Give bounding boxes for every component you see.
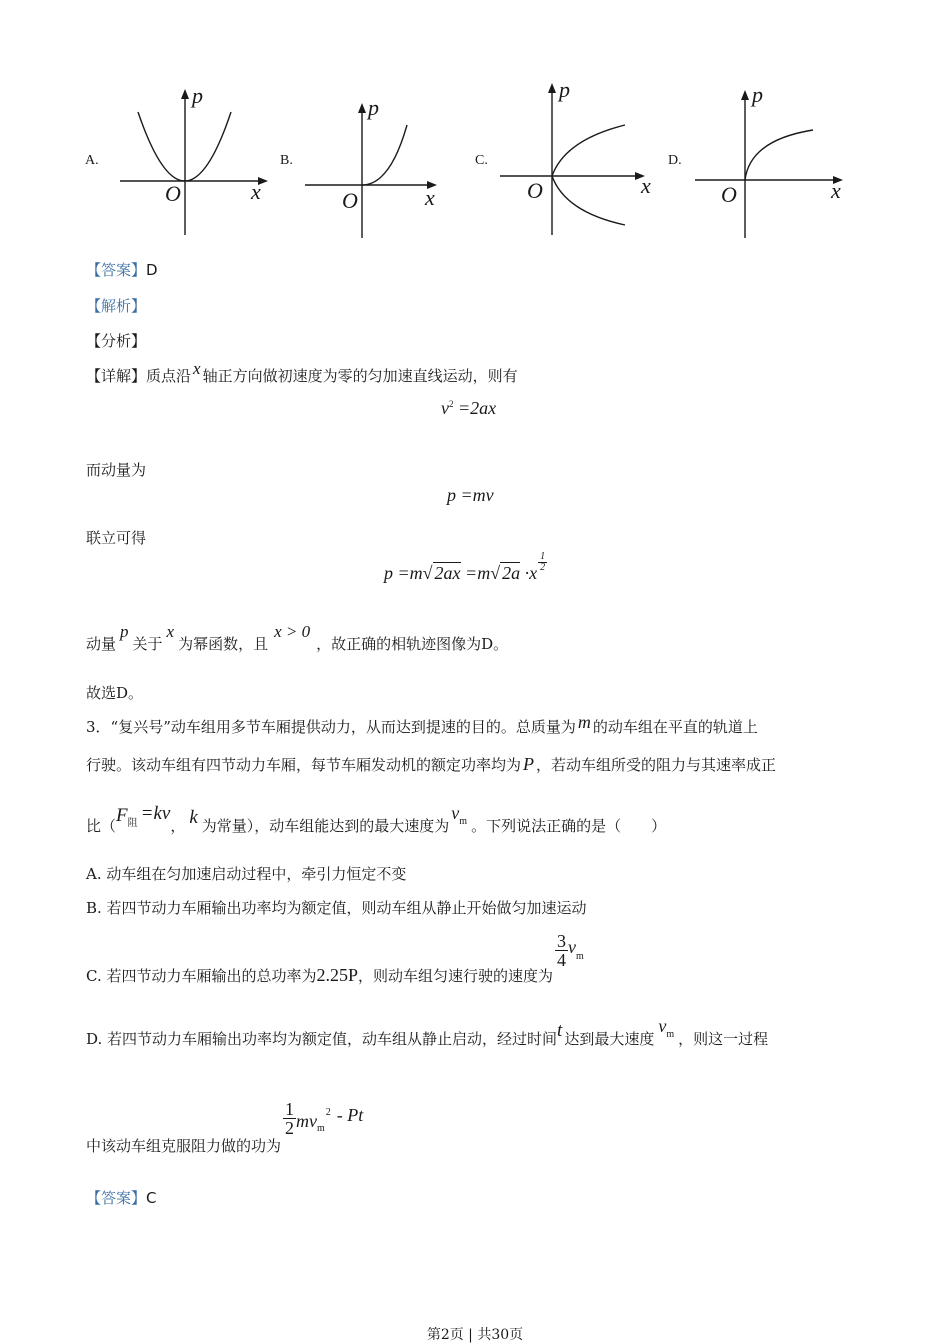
subscript-m: m	[317, 1122, 325, 1134]
var-v: v	[658, 1016, 667, 1036]
var-k: k	[189, 807, 198, 828]
q3-answer-line	[86, 1187, 157, 1208]
answer-line	[86, 259, 158, 280]
graph-label: D.	[668, 153, 682, 168]
option-d-text: 达到最大速度	[564, 1030, 655, 1048]
option-a: A. 动车组在匀加速启动过程中，牵引力恒定不变	[86, 865, 407, 883]
eq-kv: =kv	[140, 803, 171, 824]
option-d	[86, 1016, 769, 1050]
var-x: x	[193, 359, 201, 378]
answer-tag: 【答案】	[86, 261, 147, 279]
option-d-text: ，则这一过程	[678, 1030, 769, 1048]
var-v: v	[568, 936, 577, 957]
denominator: 4	[557, 950, 567, 970]
var-m: m	[577, 712, 591, 732]
option-c-text: ，则动车组匀速行驶的速度为	[358, 966, 554, 985]
option-d-text: 中该动车组克服阻力做的功为	[86, 1136, 282, 1155]
detail-text: 轴正方向做初速度为零的匀加速直线运动，则有	[202, 367, 518, 385]
condition: x > 0	[274, 622, 311, 641]
numerator: 1	[285, 1099, 295, 1119]
var-t: t	[557, 1020, 563, 1041]
graph-b-plot	[280, 95, 450, 245]
q3-text: 为常量），动车组能达到的最大速度为	[201, 817, 450, 835]
var-v: v	[451, 803, 460, 823]
equation-3: p =m√ 2ax =m√ 2a ·x $\frac{1}{2}$	[384, 551, 546, 583]
answer-value: C	[146, 1189, 157, 1207]
option-c	[86, 931, 584, 985]
graph-d-plot	[668, 82, 858, 245]
q3-text: 。下列说法正确的是（ ）	[471, 817, 667, 835]
option-b: B. 若四节动力车厢输出功率均为额定值，则动车组从静止开始做匀加速运动	[86, 899, 587, 917]
equation-2: p =mv	[447, 485, 494, 505]
origin-label: O	[527, 178, 543, 203]
detail-line	[86, 359, 518, 386]
graph-label: A.	[85, 153, 99, 168]
page-footer: 第2页 | 共30页	[426, 1327, 524, 1343]
x-axis-label: x	[251, 179, 261, 204]
fraction-1-2	[283, 1100, 296, 1137]
option-c-text: C. 若四节动力车厢输出的总功率为	[86, 966, 317, 985]
option-d-text: D. 若四节动力车厢输出功率均为额定值，动车组从静止启动，经过时间	[86, 1030, 558, 1048]
subscript-zu: 阻	[127, 818, 138, 829]
superscript-2: 2	[325, 1106, 331, 1118]
y-axis-label: p	[559, 77, 570, 102]
option-d-continued	[86, 1099, 364, 1155]
var-P: P	[523, 754, 535, 774]
q3-text: 行驶。该动车组有四节动力车厢，每节车厢发动机的额定功率均为	[86, 756, 522, 774]
q3-text: 的动车组在平直的轨道上	[592, 718, 758, 736]
subscript-m: m	[459, 816, 468, 827]
origin-label: O	[721, 182, 737, 207]
detail-text: 质点沿	[146, 367, 192, 385]
conclusion-text: ，故正确的相轨迹图像为D。	[316, 635, 509, 653]
graph-option-c	[475, 75, 665, 245]
fraction-3-4	[555, 932, 568, 969]
q3-text: 3．“复兴号”动车组用多节车厢提供动力，从而达到提速的目的。总质量为	[86, 718, 576, 736]
answer-value: D	[146, 261, 158, 279]
analysis-tag: 【解析】	[86, 297, 147, 315]
var-F: F	[116, 805, 128, 826]
conclusion-text: 关于	[132, 635, 163, 653]
y-axis-label: p	[752, 82, 763, 107]
answer-tag: 【答案】	[86, 1189, 147, 1207]
var-x: x	[166, 622, 175, 641]
subscript-m: m	[576, 950, 584, 962]
graph-option-a	[85, 85, 275, 245]
q3-text: 比（	[86, 817, 117, 835]
fenxi-tag: 【分析】	[86, 332, 147, 350]
conclusion-line	[86, 622, 509, 654]
var-p: p	[120, 622, 129, 641]
expr-mv: mv	[296, 1110, 318, 1131]
conclusion-text: 动量	[86, 635, 117, 653]
graph-label: C.	[475, 153, 488, 168]
q3-line-2	[86, 754, 776, 775]
denominator: 2	[285, 1118, 295, 1138]
equation-1: $v^2 =2ax$	[441, 398, 497, 418]
q3-text: ，若动车组所受的阻力与其速率成正	[536, 756, 777, 774]
numerator: 3	[557, 931, 567, 951]
x-axis-label: x	[641, 173, 651, 198]
x-axis-label: x	[425, 185, 435, 210]
origin-label: O	[342, 188, 358, 213]
graph-c-plot	[475, 75, 665, 245]
final-choice: 故选D。	[86, 684, 144, 702]
graph-a-plot	[85, 85, 275, 245]
momentum-text: 而动量为	[86, 461, 147, 479]
detail-tag: 【详解】	[86, 367, 147, 385]
graph-option-b	[280, 95, 450, 245]
y-axis-label: p	[368, 95, 379, 120]
expr-minus-Pt: - Pt	[336, 1104, 364, 1125]
y-axis-label: p	[192, 83, 203, 108]
value-2-25P: 2.25P	[316, 964, 358, 985]
graph-label: B.	[280, 153, 293, 168]
q3-text: ，	[170, 817, 186, 835]
conclusion-text: 为幂函数，且	[178, 635, 269, 653]
subscript-m: m	[666, 1029, 675, 1040]
graph-option-d	[668, 82, 858, 245]
x-axis-label: x	[831, 178, 841, 203]
combine-text: 联立可得	[86, 529, 147, 547]
origin-label: O	[165, 181, 181, 206]
q3-line-3	[86, 803, 667, 837]
q3-line-1	[86, 712, 758, 737]
